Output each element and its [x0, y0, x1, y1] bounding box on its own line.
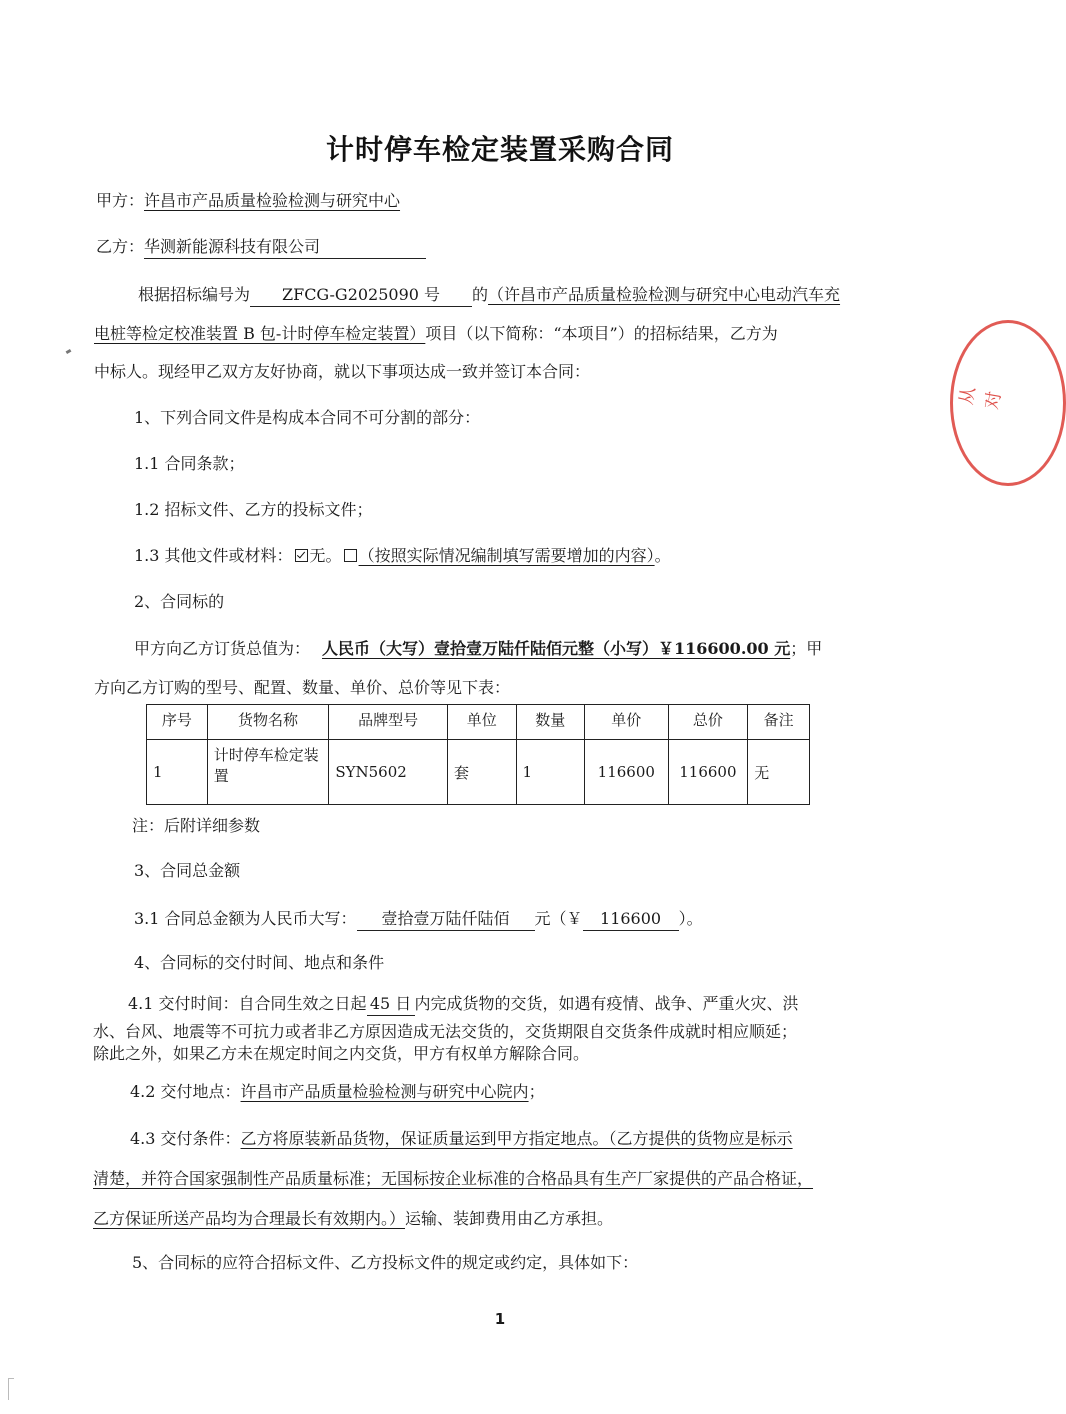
item-4-3-line-2 [93, 1168, 813, 1190]
table-header-cell: 序号 [147, 705, 208, 740]
party-a-line [96, 190, 400, 212]
goods-table [146, 704, 810, 805]
table-header-cell: 备注 [748, 705, 810, 740]
item-1-3-end: 。 [654, 546, 671, 565]
table-header-cell: 数量 [516, 705, 585, 740]
project-name-part1: （许昌市产品质量检验检测与研究中心电动汽车充 [488, 285, 841, 304]
table-cell-unit-price: 116600 [585, 740, 669, 805]
item-4-1-line-2: 水、台风、地震等不可抗力或者非乙方原因造成无法交货的，交货期限自交货条件成就时相应顺延； [93, 1022, 798, 1041]
intro-line-1 [138, 284, 840, 307]
checkbox-checked-icon [295, 549, 308, 562]
intro-text: 的 [472, 285, 489, 304]
party-a-label: 甲方： [96, 191, 145, 210]
item-4-3-line-3 [93, 1208, 613, 1230]
item-3-1-label: 3.1 合同总金额为人民币大写： [134, 909, 357, 928]
intro-text: 项目（以下简称：“本项目”）的招标结果，乙方为 [425, 324, 778, 343]
order-total-suffix: ；甲 [790, 639, 823, 658]
amount-end: ）。 [678, 909, 703, 928]
item-4-1-text: 内完成货物的交货，如遇有疫情、战争、严重火灾、洪 [414, 994, 799, 1013]
section-3-heading: 3、合同总金额 [134, 861, 241, 880]
delivery-days: 45 日 [367, 993, 415, 1016]
seal-text: 从 对 [956, 385, 1006, 412]
section-2-heading: 2、合同标的 [134, 592, 225, 611]
party-b-label: 乙方： [96, 237, 145, 256]
scan-mark [66, 349, 72, 354]
table-header-cell: 品牌型号 [329, 705, 448, 740]
document-title: 计时停车检定装置采购合同 [325, 133, 674, 166]
item-4-2-end: ； [528, 1082, 545, 1101]
table-row [147, 740, 810, 805]
table-header-cell: 单位 [448, 705, 517, 740]
table-cell-model: SYN5602 [329, 740, 448, 805]
item-1-2: 1.2 招标文件、乙方的投标文件； [134, 500, 373, 519]
item-3-1 [134, 908, 703, 931]
table-cell-index: 1 [147, 740, 208, 805]
item-1-3 [134, 545, 671, 567]
table-header-row [147, 705, 810, 740]
order-total-value: 人民币（大写）壹拾壹万陆仟陆佰元整（小写）￥116600.00 元 [322, 639, 791, 658]
table-header-cell: 总价 [668, 705, 748, 740]
party-b-line [96, 236, 426, 259]
item-1-3-label: 1.3 其他文件或材料： [134, 546, 293, 565]
item-4-3-line-1 [130, 1128, 793, 1150]
delivery-cost-text: 运输、装卸费用由乙方承担。 [405, 1209, 614, 1228]
table-header-cell: 单价 [585, 705, 669, 740]
table-note: 注：后附详细参数 [132, 816, 261, 835]
section-5-heading: 5、合同标的应符合招标文件、乙方投标文件的规定或约定，具体如下： [132, 1253, 639, 1272]
order-total-label: 甲方向乙方订货总值为： [134, 639, 311, 658]
item-1-3-option-none: 无。 [309, 546, 342, 565]
item-4-1-line-1 [128, 993, 799, 1016]
section-4-heading: 4、合同标的交付时间、地点和条件 [134, 953, 385, 972]
intro-line-2 [94, 323, 778, 345]
item-4-1-line-3: 除此之外，如果乙方未在规定时间之内交货，甲方有权单方解除合同。 [93, 1044, 590, 1063]
page-number: 1 [494, 1310, 506, 1328]
order-detail-line: 方向乙方订购的型号、配置、数量、单价、总价等见下表： [94, 678, 511, 697]
delivery-conditions: 乙方保证所送产品均为合理最长有效期内。） [93, 1209, 406, 1228]
intro-text: 根据招标编号为 [138, 285, 251, 304]
amount-in-words: 壹拾壹万陆仟陆佰 [357, 908, 535, 931]
party-b-name: 华测新能源科技有限公司 [144, 236, 426, 259]
amount-in-figures: 116600 [583, 908, 679, 931]
bid-number: ZFCG-G2025090 号 [250, 284, 472, 307]
project-name-part2: 电桩等检定校准装置 B 包-计时停车检定装置） [94, 324, 426, 343]
checkbox-empty-icon [344, 549, 357, 562]
item-1-1: 1.1 合同条款； [134, 454, 245, 473]
scan-corner-mark [8, 1378, 14, 1380]
amount-currency: 元（￥ [534, 909, 583, 928]
party-a-name: 许昌市产品质量检验检测与研究中心 [144, 191, 401, 210]
item-1-3-option-other: （按照实际情况编制填写需要增加的内容） [358, 546, 655, 565]
delivery-conditions: 乙方将原装新品货物，保证质量运到甲方指定地点。（乙方提供的货物应是标示 [240, 1129, 793, 1148]
delivery-location: 许昌市产品质量检验检测与研究中心院内 [240, 1082, 529, 1101]
section-1-heading: 1、下列合同文件是构成本合同不可分割的部分： [134, 408, 481, 427]
intro-line-3: 中标人。现经甲乙双方友好协商，就以下事项达成一致并签订本合同： [94, 362, 591, 381]
table-cell-total-price: 116600 [668, 740, 748, 805]
table-cell-goods-name: 计时停车检定装置 [207, 740, 329, 805]
table-cell-unit: 套 [448, 740, 517, 805]
table-header-cell: 货物名称 [207, 705, 329, 740]
table-cell-remark: 无 [748, 740, 810, 805]
order-total-line [134, 638, 822, 660]
table-cell-quantity: 1 [516, 740, 585, 805]
item-4-3-label: 4.3 交付条件： [130, 1129, 241, 1148]
item-4-1-text: 4.1 交付时间：自合同生效之日起 [128, 994, 367, 1013]
delivery-conditions: 清楚，并符合国家强制性产品质量标准；无国标按企业标准的合格品具有生产厂家提供的产品合格证， [93, 1169, 814, 1188]
item-4-2-label: 4.2 交付地点： [130, 1082, 241, 1101]
item-4-2 [130, 1081, 545, 1103]
scan-corner-mark [8, 1378, 10, 1400]
